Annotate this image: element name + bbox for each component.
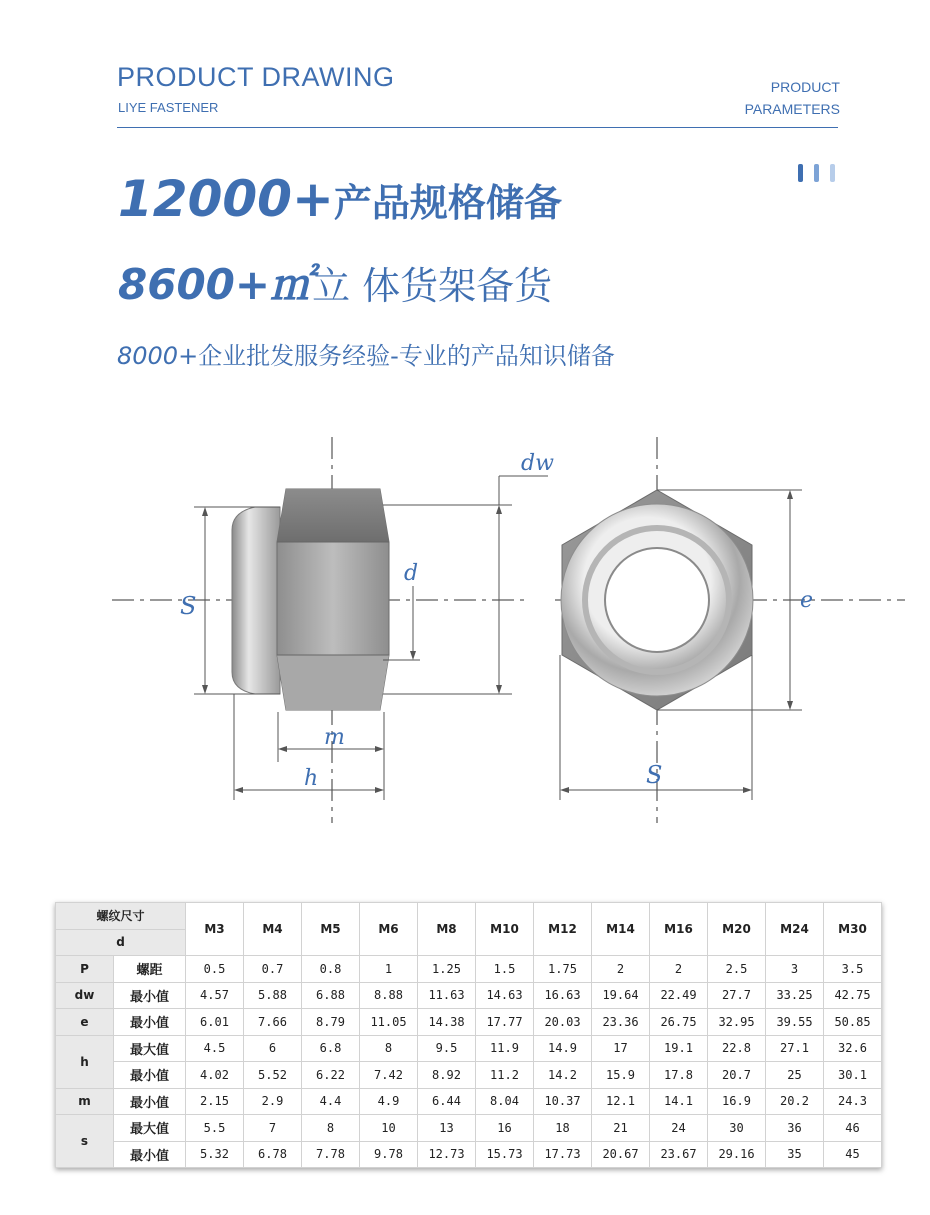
headline-2-number: 8600+㎡ xyxy=(118,260,313,309)
table-cell: 4.02 xyxy=(186,1062,244,1089)
table-cell: 0.8 xyxy=(302,956,360,983)
table-cell: 14.2 xyxy=(534,1062,592,1089)
table-cell: 17.73 xyxy=(534,1141,592,1168)
table-cell: 23.67 xyxy=(650,1141,708,1168)
table-size-header: M6 xyxy=(360,903,418,956)
table-row xyxy=(56,956,882,983)
table-cell: 16.9 xyxy=(708,1088,766,1115)
table-cell: 32.95 xyxy=(708,1009,766,1036)
table-cell: 23.36 xyxy=(592,1009,650,1036)
table-size-header: M20 xyxy=(708,903,766,956)
table-cell: 32.6 xyxy=(824,1035,882,1062)
table-cell: 1.75 xyxy=(534,956,592,983)
table-cell: 15.9 xyxy=(592,1062,650,1089)
label-h: h xyxy=(304,766,319,791)
label-dw: dw xyxy=(521,451,554,476)
table-size-header: M8 xyxy=(418,903,476,956)
table-sub-label: 最小值 xyxy=(114,1009,186,1036)
table-cell: 4.5 xyxy=(186,1035,244,1062)
table-cell: 19.1 xyxy=(650,1035,708,1062)
table-cell: 46 xyxy=(824,1115,882,1142)
table-size-header: M24 xyxy=(766,903,824,956)
table-cell: 7 xyxy=(244,1115,302,1142)
table-sub-label: 最小值 xyxy=(114,982,186,1009)
label-s-right: S xyxy=(646,761,663,789)
table-cell: 6.44 xyxy=(418,1088,476,1115)
parameter-table xyxy=(55,902,882,1168)
table-cell: 27.7 xyxy=(708,982,766,1009)
table-cell: 4.9 xyxy=(360,1088,418,1115)
table-cell: 14.9 xyxy=(534,1035,592,1062)
table-cell: 11.2 xyxy=(476,1062,534,1089)
table-cell: 8.88 xyxy=(360,982,418,1009)
table-cell: 24 xyxy=(650,1115,708,1142)
header-subtitle: LIYE FASTENER xyxy=(118,100,219,115)
table-cell: 29.16 xyxy=(708,1141,766,1168)
table-cell: 36 xyxy=(766,1115,824,1142)
table-cell: 20.2 xyxy=(766,1088,824,1115)
table-size-header: M12 xyxy=(534,903,592,956)
table-cell: 7.66 xyxy=(244,1009,302,1036)
table-cell: 2.9 xyxy=(244,1088,302,1115)
table-group-label: h xyxy=(56,1035,114,1088)
table-cell: 9.5 xyxy=(418,1035,476,1062)
table-size-header: M3 xyxy=(186,903,244,956)
table-row xyxy=(56,1062,882,1089)
table-sub-label: 最小值 xyxy=(114,1141,186,1168)
table-cell: 8 xyxy=(360,1035,418,1062)
table-cell: 8.92 xyxy=(418,1062,476,1089)
table-cell: 12.73 xyxy=(418,1141,476,1168)
table-sub-label: 最大值 xyxy=(114,1035,186,1062)
table-cell: 33.25 xyxy=(766,982,824,1009)
table-cell: 1 xyxy=(360,956,418,983)
table-row xyxy=(56,1035,882,1062)
table-cell: 11.63 xyxy=(418,982,476,1009)
table-cell: 24.3 xyxy=(824,1088,882,1115)
table-row xyxy=(56,1009,882,1036)
label-s-left: S xyxy=(180,592,197,620)
table-cell: 13 xyxy=(418,1115,476,1142)
table-cell: 1.25 xyxy=(418,956,476,983)
table-cell: 30.1 xyxy=(824,1062,882,1089)
table-size-header: M30 xyxy=(824,903,882,956)
table-cell: 3 xyxy=(766,956,824,983)
table-cell: 0.5 xyxy=(186,956,244,983)
table-cell: 0.7 xyxy=(244,956,302,983)
table-cell: 6.01 xyxy=(186,1009,244,1036)
table-cell: 8.79 xyxy=(302,1009,360,1036)
header-right-line2: PARAMETERS xyxy=(744,101,840,117)
table-sub-label: 螺距 xyxy=(114,956,186,983)
table-cell: 20.03 xyxy=(534,1009,592,1036)
table-cell: 35 xyxy=(766,1141,824,1168)
table-cell: 6.22 xyxy=(302,1062,360,1089)
table-cell: 2 xyxy=(592,956,650,983)
table-cell: 21 xyxy=(592,1115,650,1142)
table-cell: 5.5 xyxy=(186,1115,244,1142)
table-cell: 4.57 xyxy=(186,982,244,1009)
table-header-d: d xyxy=(56,929,186,956)
headline-3-text: 企业批发服务经验-专业的产品知识储备 xyxy=(198,342,615,370)
table-group-label: dw xyxy=(56,982,114,1009)
table-cell: 5.52 xyxy=(244,1062,302,1089)
table-cell: 14.1 xyxy=(650,1088,708,1115)
table-cell: 14.38 xyxy=(418,1009,476,1036)
table-cell: 14.63 xyxy=(476,982,534,1009)
table-row xyxy=(56,982,882,1009)
headline-1-text: 产品规格储备 xyxy=(333,181,562,225)
table-cell: 18 xyxy=(534,1115,592,1142)
table-cell: 9.78 xyxy=(360,1141,418,1168)
table-group-label: e xyxy=(56,1009,114,1036)
headline-3-number: 8000+ xyxy=(117,342,199,370)
table-size-header: M5 xyxy=(302,903,360,956)
table-cell: 27.1 xyxy=(766,1035,824,1062)
table-sub-label: 最小值 xyxy=(114,1062,186,1089)
table-size-header: M14 xyxy=(592,903,650,956)
table-cell: 10.37 xyxy=(534,1088,592,1115)
table-cell: 5.32 xyxy=(186,1141,244,1168)
table-cell: 7.42 xyxy=(360,1062,418,1089)
table-cell: 22.8 xyxy=(708,1035,766,1062)
label-d: d xyxy=(404,561,419,586)
table-cell: 12.1 xyxy=(592,1088,650,1115)
table-cell: 26.75 xyxy=(650,1009,708,1036)
table-cell: 11.05 xyxy=(360,1009,418,1036)
table-cell: 6.88 xyxy=(302,982,360,1009)
table-cell: 7.78 xyxy=(302,1141,360,1168)
table-cell: 17 xyxy=(592,1035,650,1062)
table-cell: 8 xyxy=(302,1115,360,1142)
table-cell: 4.4 xyxy=(302,1088,360,1115)
table-header-label: 螺纹尺寸 xyxy=(56,903,186,930)
table-cell: 45 xyxy=(824,1141,882,1168)
table-cell: 19.64 xyxy=(592,982,650,1009)
table-cell: 20.67 xyxy=(592,1141,650,1168)
table-cell: 16 xyxy=(476,1115,534,1142)
table-cell: 8.04 xyxy=(476,1088,534,1115)
table-cell: 39.55 xyxy=(766,1009,824,1036)
table-cell: 22.49 xyxy=(650,982,708,1009)
table-cell: 16.63 xyxy=(534,982,592,1009)
table-cell: 2.15 xyxy=(186,1088,244,1115)
table-group-label: P xyxy=(56,956,114,983)
table-cell: 50.85 xyxy=(824,1009,882,1036)
table-cell: 6 xyxy=(244,1035,302,1062)
table-header-row xyxy=(56,903,882,930)
table-sub-label: 最小值 xyxy=(114,1088,186,1115)
table-row xyxy=(56,1115,882,1142)
headline-2-text: 立 体货架备货 xyxy=(312,264,553,308)
table-cell: 2.5 xyxy=(708,956,766,983)
table-cell: 2 xyxy=(650,956,708,983)
table-row xyxy=(56,1141,882,1168)
table-group-label: s xyxy=(56,1115,114,1168)
table-cell: 11.9 xyxy=(476,1035,534,1062)
table-row xyxy=(56,1088,882,1115)
table-sub-label: 最大值 xyxy=(114,1115,186,1142)
table-size-header: M4 xyxy=(244,903,302,956)
table-cell: 17.8 xyxy=(650,1062,708,1089)
table-cell: 25 xyxy=(766,1062,824,1089)
header-title: PRODUCT DRAWING xyxy=(117,62,395,92)
headline-1-number: 12000+ xyxy=(118,170,334,228)
table-group-label: m xyxy=(56,1088,114,1115)
table-cell: 17.77 xyxy=(476,1009,534,1036)
table-cell: 6.8 xyxy=(302,1035,360,1062)
table-cell: 6.78 xyxy=(244,1141,302,1168)
table-cell: 3.5 xyxy=(824,956,882,983)
label-e: e xyxy=(800,588,814,613)
table-cell: 1.5 xyxy=(476,956,534,983)
table-cell: 20.7 xyxy=(708,1062,766,1089)
table-size-header: M10 xyxy=(476,903,534,956)
table-cell: 42.75 xyxy=(824,982,882,1009)
header-right-line1: PRODUCT xyxy=(770,79,840,95)
table-cell: 10 xyxy=(360,1115,418,1142)
table-cell: 30 xyxy=(708,1115,766,1142)
table-cell: 15.73 xyxy=(476,1141,534,1168)
table-size-header: M16 xyxy=(650,903,708,956)
table-cell: 5.88 xyxy=(244,982,302,1009)
label-m: m xyxy=(324,725,345,750)
